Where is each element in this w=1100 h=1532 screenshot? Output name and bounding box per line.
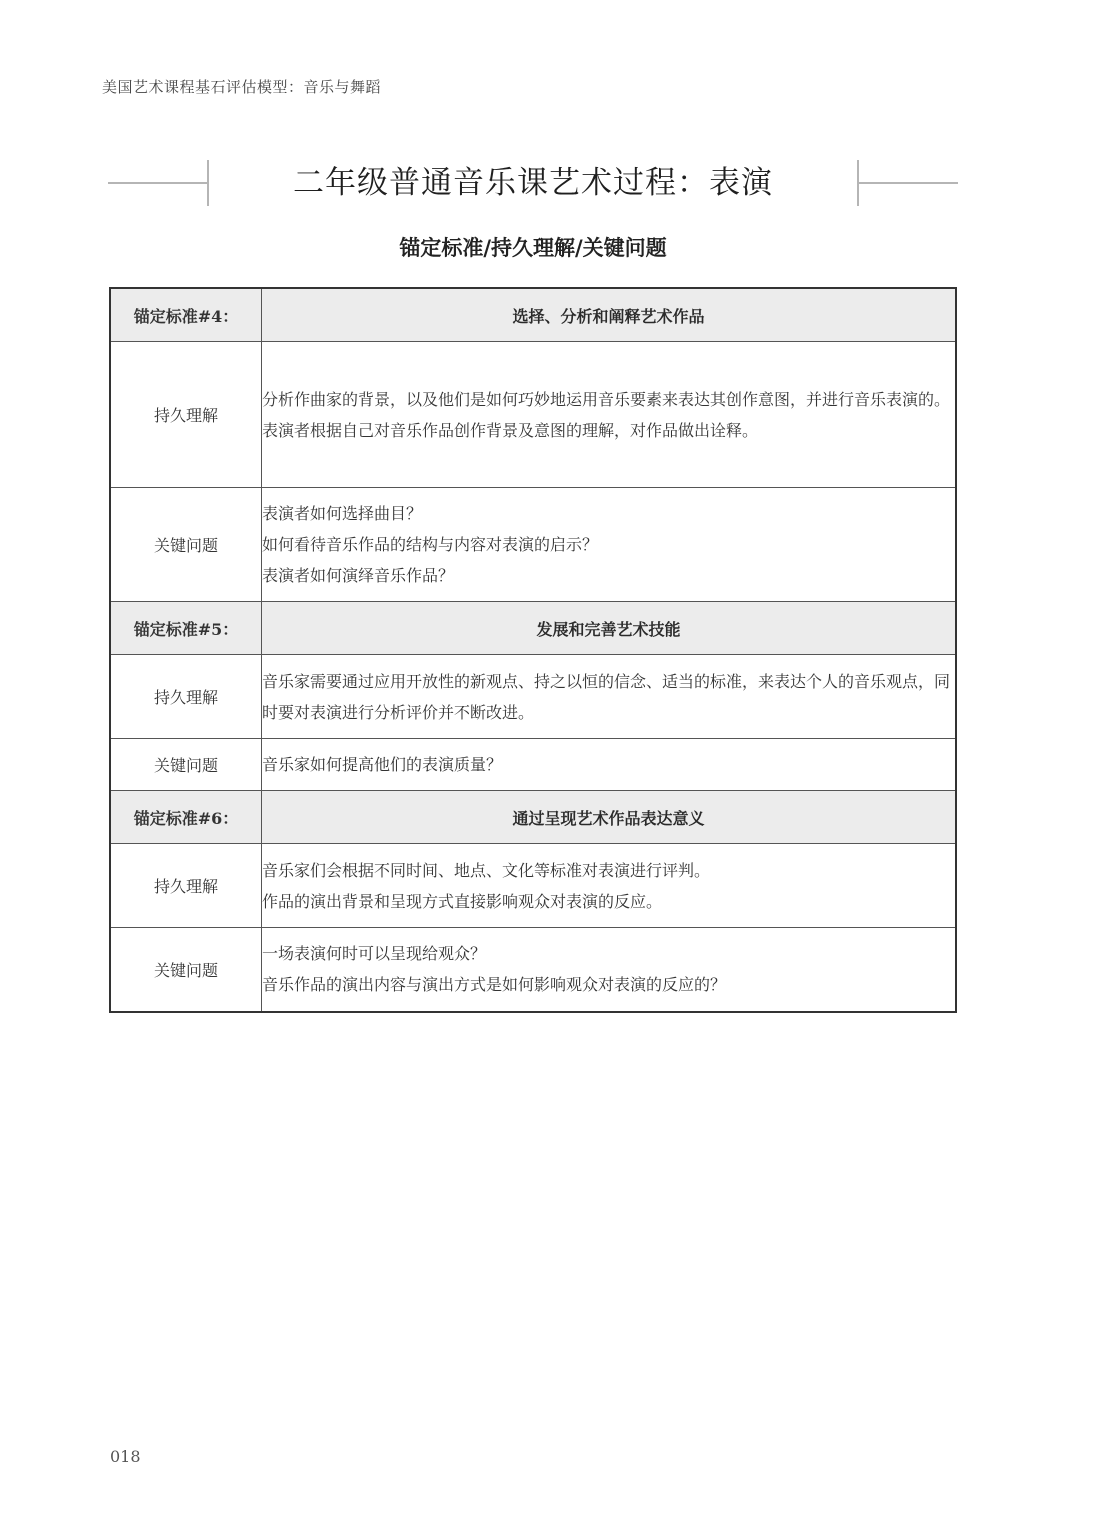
standard-row	[110, 288, 956, 342]
questions-row	[110, 928, 956, 1012]
running-header: 美国艺术课程基石评估模型：音乐与舞蹈	[102, 78, 382, 96]
question-line: 音乐作品的演出内容与演出方式是如何影响观众对表演的反应的？	[262, 975, 727, 995]
questions-row	[110, 488, 956, 602]
standard-row	[110, 791, 956, 844]
understanding-label: 持久理解	[110, 844, 262, 928]
page-title: 二年级普通音乐课艺术过程：表演	[293, 165, 773, 201]
title-ornament-left-line	[108, 182, 208, 184]
table-subtitle: 锚定标准/持久理解/关键问题	[399, 235, 667, 260]
questions-content	[262, 928, 957, 1012]
understanding-label: 持久理解	[110, 342, 262, 488]
question-line: 一场表演何时可以呈现给观众？	[262, 944, 487, 964]
understanding-row	[110, 342, 956, 488]
understanding-line: 音乐家需要通过应用开放性的新观点、持之以恒的信念、适当的标准，来表达个人的音乐观点，同时要对表演进行分析评价并不断改进。	[262, 671, 951, 722]
questions-label: 关键问题	[110, 928, 262, 1012]
understanding-content	[262, 655, 957, 739]
question-line: 表演者如何演绎音乐作品？	[262, 566, 455, 585]
questions-content	[262, 739, 957, 791]
question-line: 如何看待音乐作品的结构与内容对表演的启示？	[262, 535, 599, 554]
understanding-line: 分析作曲家的背景，以及他们是如何巧妙地运用音乐要素来表达其创作意图，并进行音乐表演的。	[262, 389, 951, 409]
standard-title: 通过呈现艺术作品表达意义	[262, 791, 957, 844]
questions-label: 关键问题	[110, 488, 262, 602]
understanding-line: 表演者根据自己对音乐作品创作背景及意图的理解，对作品做出诠释。	[262, 420, 759, 440]
understanding-content	[262, 342, 957, 488]
questions-label: 关键问题	[110, 739, 262, 791]
understanding-row	[110, 655, 956, 739]
question-line: 表演者如何选择曲目？	[262, 504, 423, 523]
question-line: 音乐家如何提高他们的表演质量？	[262, 755, 503, 774]
standard-label: 锚定标准#5：	[110, 602, 262, 655]
questions-content	[262, 488, 957, 602]
understanding-label: 持久理解	[110, 655, 262, 739]
title-block	[108, 158, 958, 208]
standard-row	[110, 602, 956, 655]
standard-title: 选择、分析和阐释艺术作品	[262, 288, 957, 342]
understanding-content	[262, 844, 957, 928]
standards-table	[109, 287, 957, 1013]
standard-title: 发展和完善艺术技能	[262, 602, 957, 655]
understanding-row	[110, 844, 956, 928]
standard-label: 锚定标准#4：	[110, 288, 262, 342]
standard-label: 锚定标准#6：	[110, 791, 262, 844]
questions-row	[110, 739, 956, 791]
title-ornament-right-line	[858, 182, 958, 184]
page-number: 018	[110, 1447, 141, 1466]
understanding-line: 音乐家们会根据不同时间、地点、文化等标准对表演进行评判。	[262, 860, 711, 880]
understanding-line: 作品的演出背景和呈现方式直接影响观众对表演的反应。	[262, 891, 663, 911]
